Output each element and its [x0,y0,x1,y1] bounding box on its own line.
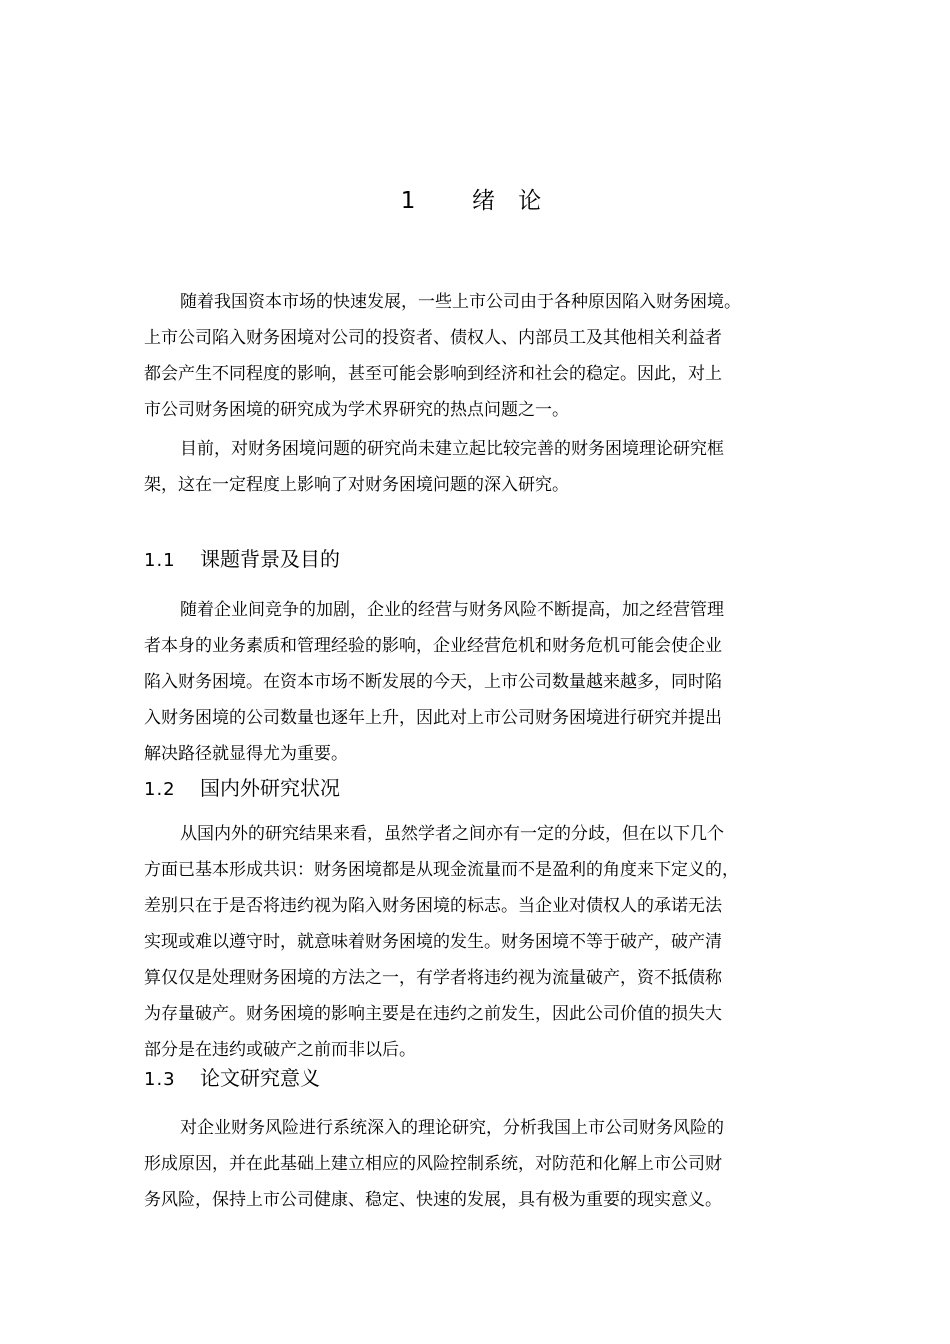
section-title: 课题背景及目的 [200,547,340,571]
chapter-number: 1 [400,188,424,214]
section-title: 国内外研究状况 [200,776,340,800]
paragraph-line: 差别只在于是否将违约视为陷入财务困境的标志。当企业对债权人的承诺无法 [144,896,722,916]
section-1-2-paragraph [144,816,814,1068]
paragraph-line: 形成原因，并在此基础上建立相应的风险控制系统，对防范和化解上市公司财 [144,1154,722,1174]
paragraph-line: 对企业财务风险进行系统深入的理论研究，分析我国上市公司财务风险的 [180,1118,724,1138]
chapter-title [0,186,950,216]
section-1-1-paragraph [144,592,814,772]
paragraph-line: 务风险，保持上市公司健康、稳定、快速的发展，具有极为重要的现实意义。 [144,1190,722,1210]
paragraph-line: 解决路径就显得尤为重要。 [144,744,348,764]
paragraph-line: 随着企业间竞争的加剧，企业的经营与财务风险不断提高，加之经营管理 [180,600,724,620]
section-heading-1-1 [144,545,340,575]
paragraph-line: 方面已基本形成共识：财务困境都是从现金流量而不是盈利的角度来下定义的， [144,860,739,880]
section-title: 论文研究意义 [200,1066,320,1090]
paragraph-line: 随着我国资本市场的快速发展，一些上市公司由于各种原因陷入财务困境。 [180,292,741,312]
paragraph-line: 目前，对财务困境问题的研究尚未建立起比较完善的财务困境理论研究框 [180,439,724,459]
paragraph-line: 陷入财务困境。在资本市场不断发展的今天，上市公司数量越来越多，同时陷 [144,672,722,692]
section-1-3-paragraph [144,1110,814,1218]
intro-paragraph-2 [144,431,814,503]
chapter-title-text: 绪 论 [471,188,550,214]
paragraph-line: 都会产生不同程度的影响，甚至可能会影响到经济和社会的稳定。因此，对上 [144,364,722,384]
section-heading-1-2 [144,774,340,804]
paragraph-line: 为存量破产。财务困境的影响主要是在违约之前发生，因此公司价值的损失大 [144,1004,722,1024]
paragraph-line: 从国内外的研究结果来看，虽然学者之间亦有一定的分歧，但在以下几个 [180,824,724,844]
section-number: 1.3 [144,1069,176,1090]
section-number: 1.2 [144,779,176,800]
section-heading-1-3 [144,1064,320,1094]
paragraph-line: 实现或难以遵守时，就意味着财务困境的发生。财务困境不等于破产，破产清 [144,932,722,952]
intro-paragraph-1 [144,284,814,428]
paragraph-line: 部分是在违约或破产之前而非以后。 [144,1040,416,1060]
section-number: 1.1 [144,550,176,571]
paragraph-line: 上市公司陷入财务困境对公司的投资者、债权人、内部员工及其他相关利益者 [144,328,722,348]
paragraph-line: 市公司财务困境的研究成为学术界研究的热点问题之一。 [144,400,569,420]
paragraph-line: 入财务困境的公司数量也逐年上升，因此对上市公司财务困境进行研究并提出 [144,708,722,728]
paragraph-line: 算仅仅是处理财务困境的方法之一，有学者将违约视为流量破产，资不抵债称 [144,968,722,988]
paragraph-line: 架，这在一定程度上影响了对财务困境问题的深入研究。 [144,475,569,495]
paragraph-line: 者本身的业务素质和管理经验的影响，企业经营危机和财务危机可能会使企业 [144,636,722,656]
